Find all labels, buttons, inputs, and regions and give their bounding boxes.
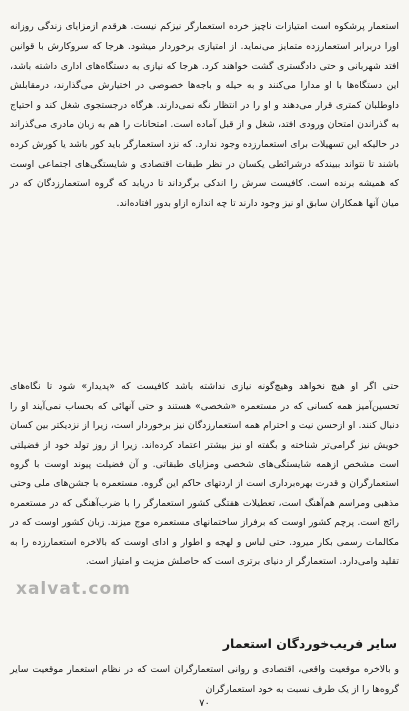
- section-paragraph: و بالاخره موقعیت واقعی، اقتصادی و روانی استعمارگران است که در نظام استعمار موقعیت سایر گروه‌ها را از یک طرف نسبت به خود استعمارگران: [10, 664, 399, 695]
- page-number: ۷۰: [199, 698, 210, 709]
- paragraph-1: استعمار پرشکوه است امتیازات ناچیز خرده استعمارگر نیزکم نیست. هرقدم ازمزایای زندگی روزانه اورا دربرابر استعمارزده متمایز می‌نماید. از امتیازی برخوردار میشود. هرجا که سروکارش با قوانین افتد شهربانی و حتی دادگستری گشت خواهند کرد. هرجا که نیازی به دستگاه‌های اداری داشته باشد، این دستگاه‌ها با او مدارا می‌کنند و به حیله و باجه‌ها خصوصی در اختیارش می‌گذارند، درمقابلش داوطلبان کمتری قرار می‌دهند و او را در انتظار نگه نمی‌دارند. هرگاه درجستجوی شغل کند و احتیاج به گذراندن امتحان ورودی افتد، شغل و از قبل آماده است. امتحانات را هم به زبان مادری می‌گذراند در حالیکه این تسهیلات برای استعمارزده وجود ندارد. که نزد استعمارگر باید کور باشد یا کورش کرده باشند تا نتواند ببیندکه درشرائطی یکسان در نظر طبقات اقتصادی و شایستگی‌های اجتماعی اوست که همیشه برنده است. کافیست سرش را اندکی برگرداند تا دریابد که گروه استعمارزدگان که در میان آنها همکاران سابق او نیز وجود دارند تا چه اندازه ازاو بدور افتاده‌اند.: [10, 21, 399, 209]
- section-heading: سایر فریب‌خوردگان استعمار: [222, 636, 397, 652]
- paragraph-2: حتی اگر او هیچ نخواهد وهیچ‌گونه نیازی نداشته باشد کافیست که «پدیدار» شود تا نگاه‌های تحسین‌آمیز همه کسانی که در مستعمره «شخصی» هستند و حتی آنهائی که بحساب نمی‌آیند او را دنبال کنند. او ازحسن نیت و احترام همه استعمارزدگان نیز برخوردار است، زیرا از نزدیکتر بین کسان خویش نیز گرامی‌تر شناخته و بگفته او نیز بیشتر اعتماد کرده‌اند. زیرا از روز تولد خود از فضیلتی است مشخص ازهمه شایستگی‌های شخصی ومزایای طبقاتی. و آن فضیلت پیوند اوست با گروه استعمارگران و قدرت بهره‌برداری است از اردتهای حاکم این گروه. مستعمره با جشن‌های ملی وحتی مذهبی ومراسم هم‌آهنگ است، تعطیلات هفتگی کشور استعمارگر را با ضرب‌آهنگی که در مستعمره رائج است. پرچم کشور اوست که برفراز ساختمانهای مستعمره موج میزند. زبان کشور اوست که در مکالمات رسمی بکار میرود. حتی لباس و لهجه و اطوار و ادای اوست که بالاخره استعمارزده را به تقلید وامی‌دارد. استعمارگر از دنیای برتری است که حاصلش مزیت و امتیاز است.: [10, 381, 399, 568]
- watermark: xalvat.com: [16, 579, 131, 599]
